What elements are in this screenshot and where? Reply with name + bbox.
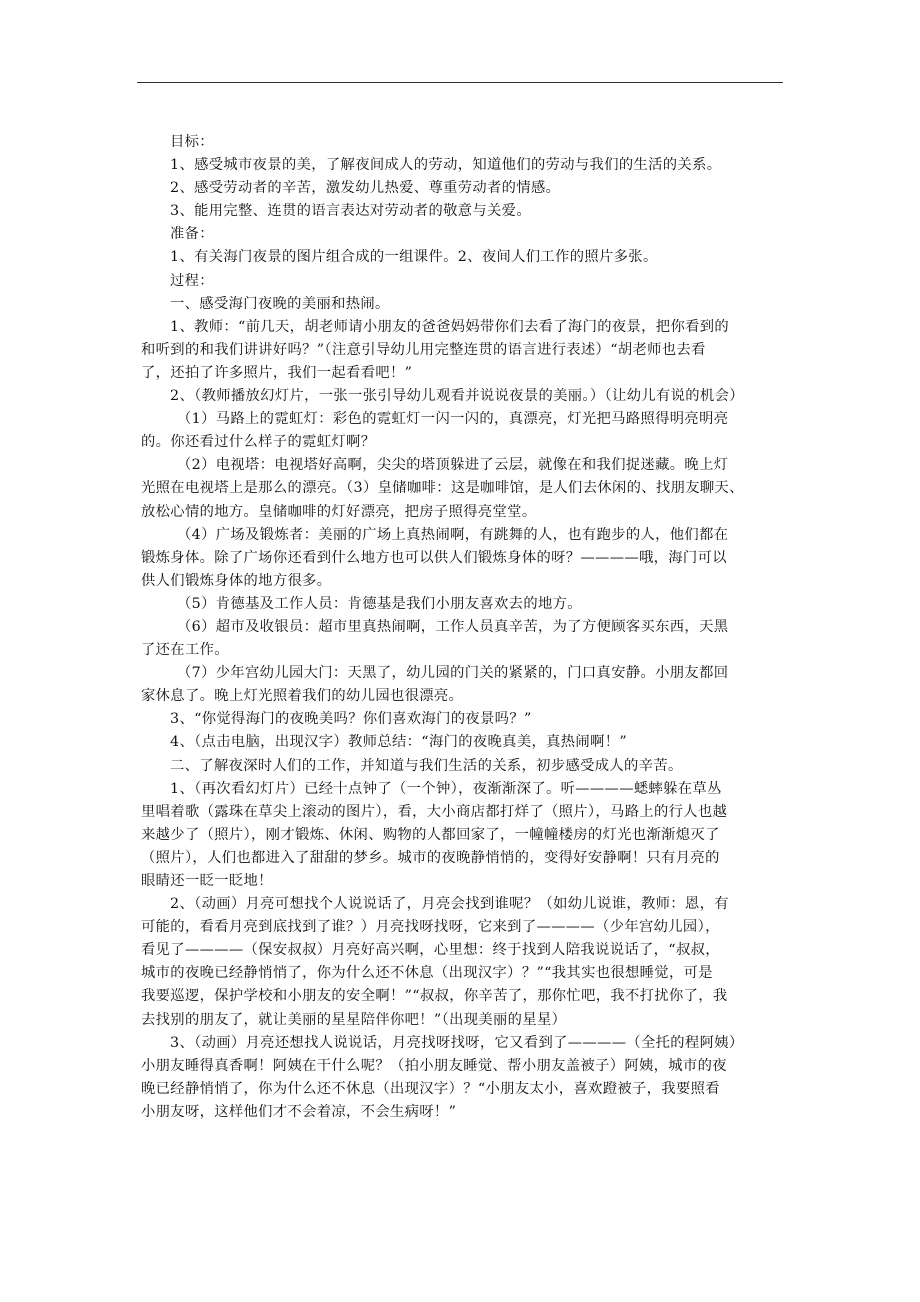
text-line: 来越少了（照片），刚才锻炼、休闲、购物的人都回家了，一幢幢楼房的灯光也渐渐熄灭了 [141,826,720,843]
text-line: （4）广场及锻炼者：美丽的广场上真热闹啊，有跳舞的人，也有跑步的人，他们都在 [177,526,729,543]
text-line: 3、（动画）月亮还想找人说说话，月亮找呀找呀，它又看到了————（全托的程阿姨） [170,1034,744,1051]
text-line: 准备： [170,226,214,243]
text-line: 里唱着歌（露珠在草尖上滚动的图片），看，大小商店都打烊了（照片），马路上的行人也越 [141,803,728,820]
text-line: 2、（动画）月亮可想找个人说说话了，月亮会找到谁呢？（如幼儿说谁，教师：恩，有 [170,896,729,913]
text-line: 供人们锻炼身体的地方很多。 [141,572,332,589]
text-line: 目标： [170,134,214,150]
text-line: 看见了————（保安叔叔）月亮好高兴啊，心里想：终于找到人陪我说说话了，“叔叔， [141,942,720,959]
text-line: （7）少年宫幼儿园大门：天黑了，幼儿园的门关的紧紧的，门口真安静。小朋友都回 [177,665,729,682]
text-line: 的。你还看过什么样子的霓虹灯啊？ [141,434,376,451]
text-line: 城市的夜晚已经静悄悄了，你为什么还不休息（出现汉字）？”“我其实也很想睡觉，可是 [141,965,713,982]
text-line: 我要巡逻，保护学校和小朋友的安全啊！”“叔叔，你辛苦了，那你忙吧，我不打扰你了，我 [141,988,728,1005]
text-line: （1）马路上的霓虹灯：彩色的霓虹灯一闪一闪的，真漂亮，灯光把马路照得明亮明亮 [177,411,729,428]
text-line: 眼睛还一眨一眨地！ [141,873,273,889]
text-line: 去找别的朋友了，就让美丽的星星陪伴你吧！”（出现美丽的星星） [141,1011,567,1028]
text-line: 3、能用完整、连贯的语言表达对劳动者的敬意与关爱。 [170,203,531,220]
text-line: 放松心情的地方。皇储咖啡的灯好漂亮，把房子照得亮堂堂。 [141,503,537,520]
text-line: 2、（教师播放幻灯片，一张一张引导幼儿观看并说说夜景的美丽。）（让幼儿有说的机会） [170,388,744,405]
text-line: 1、有关海门夜景的图片组合成的一组课件。2、夜间人们工作的照片多张。 [170,249,658,266]
text-line: 晚已经静悄悄了，你为什么还不休息（出现汉字）？“小朋友太小，喜欢蹬被子，我要照看 [141,1080,720,1097]
text-line: 小朋友睡得真香啊！阿姨在干什么呢？（拍小朋友睡觉、帮小朋友盖被子）阿姨，城市的夜 [141,1057,727,1074]
text-line: 了，还拍了许多照片，我们一起看看吧！” [141,364,413,381]
text-line: 3、“你觉得海门的夜晚美吗？你们喜欢海门的夜景吗？” [170,711,532,728]
text-line: （2）电视塔：电视塔好高啊，尖尖的塔顶躲进了云层，就像在和我们捉迷藏。晚上灯 [177,457,729,474]
text-line: 光照在电视塔上是那么的漂亮。（3）皇储咖啡：这是咖啡馆，是人们去休闲的、找朋友聊天、 [141,480,744,497]
text-line: 2、感受劳动者的辛苦，激发幼儿热爱、尊重劳动者的情感。 [170,180,561,197]
text-line: 可能的，看看月亮到底找到了谁？）月亮找呀找呀，它来到了————（少年宫幼儿园）， [141,919,720,936]
text-line: 过程： [170,272,214,289]
text-line: 1、感受城市夜景的美，了解夜间成人的劳动，知道他们的劳动与我们的生活的关系。 [170,157,722,174]
text-line: （6）超市及收银员：超市里真热闹啊，工作人员真辛苦，为了方便顾客买东西，天黑 [177,618,729,635]
text-line: 了还在工作。 [141,642,229,659]
text-line: 和听到的和我们讲讲好吗？”（注意引导幼儿用完整连贯的语言进行表述）“胡老师也去看 [141,341,706,358]
text-line: 家休息了。晚上灯光照着我们的幼儿园也很漂亮。 [141,688,464,705]
text-line: 一、感受海门夜晚的美丽和热闹。 [170,295,390,312]
document-body [141,131,781,1124]
header-rule [137,82,783,83]
text-line: 1、（再次看幻灯片）已经十点钟了（一个钟），夜渐渐深了。听————蟋蟀躲在草丛 [170,780,722,797]
text-line: 小朋友呀，这样他们才不会着凉，不会生病呀！” [141,1103,457,1120]
text-line: 锻炼身体。除了广场你还看到什么地方也可以供人们锻炼身体的呀？————哦，海门可以 [141,549,727,566]
text-line: 1、教师：“前几天，胡老师请小朋友的爸爸妈妈带你们去看了海门的夜景，把你看到的 [170,318,730,335]
text-line: （照片），人们也都进入了甜甜的梦乡。城市的夜晚静悄悄的，变得好安静啊！只有月亮的 [141,849,720,866]
text-line: 二、了解夜深时人们的工作，并知道与我们生活的关系，初步感受成人的辛苦。 [170,757,683,774]
text-line: 4、（点击电脑，出现汉字）教师总结：“海门的夜晚真美，真热闹啊！” [170,734,628,751]
text-line: （5）肯德基及工作人员：肯德基是我们小朋友喜欢去的地方。 [177,595,582,612]
